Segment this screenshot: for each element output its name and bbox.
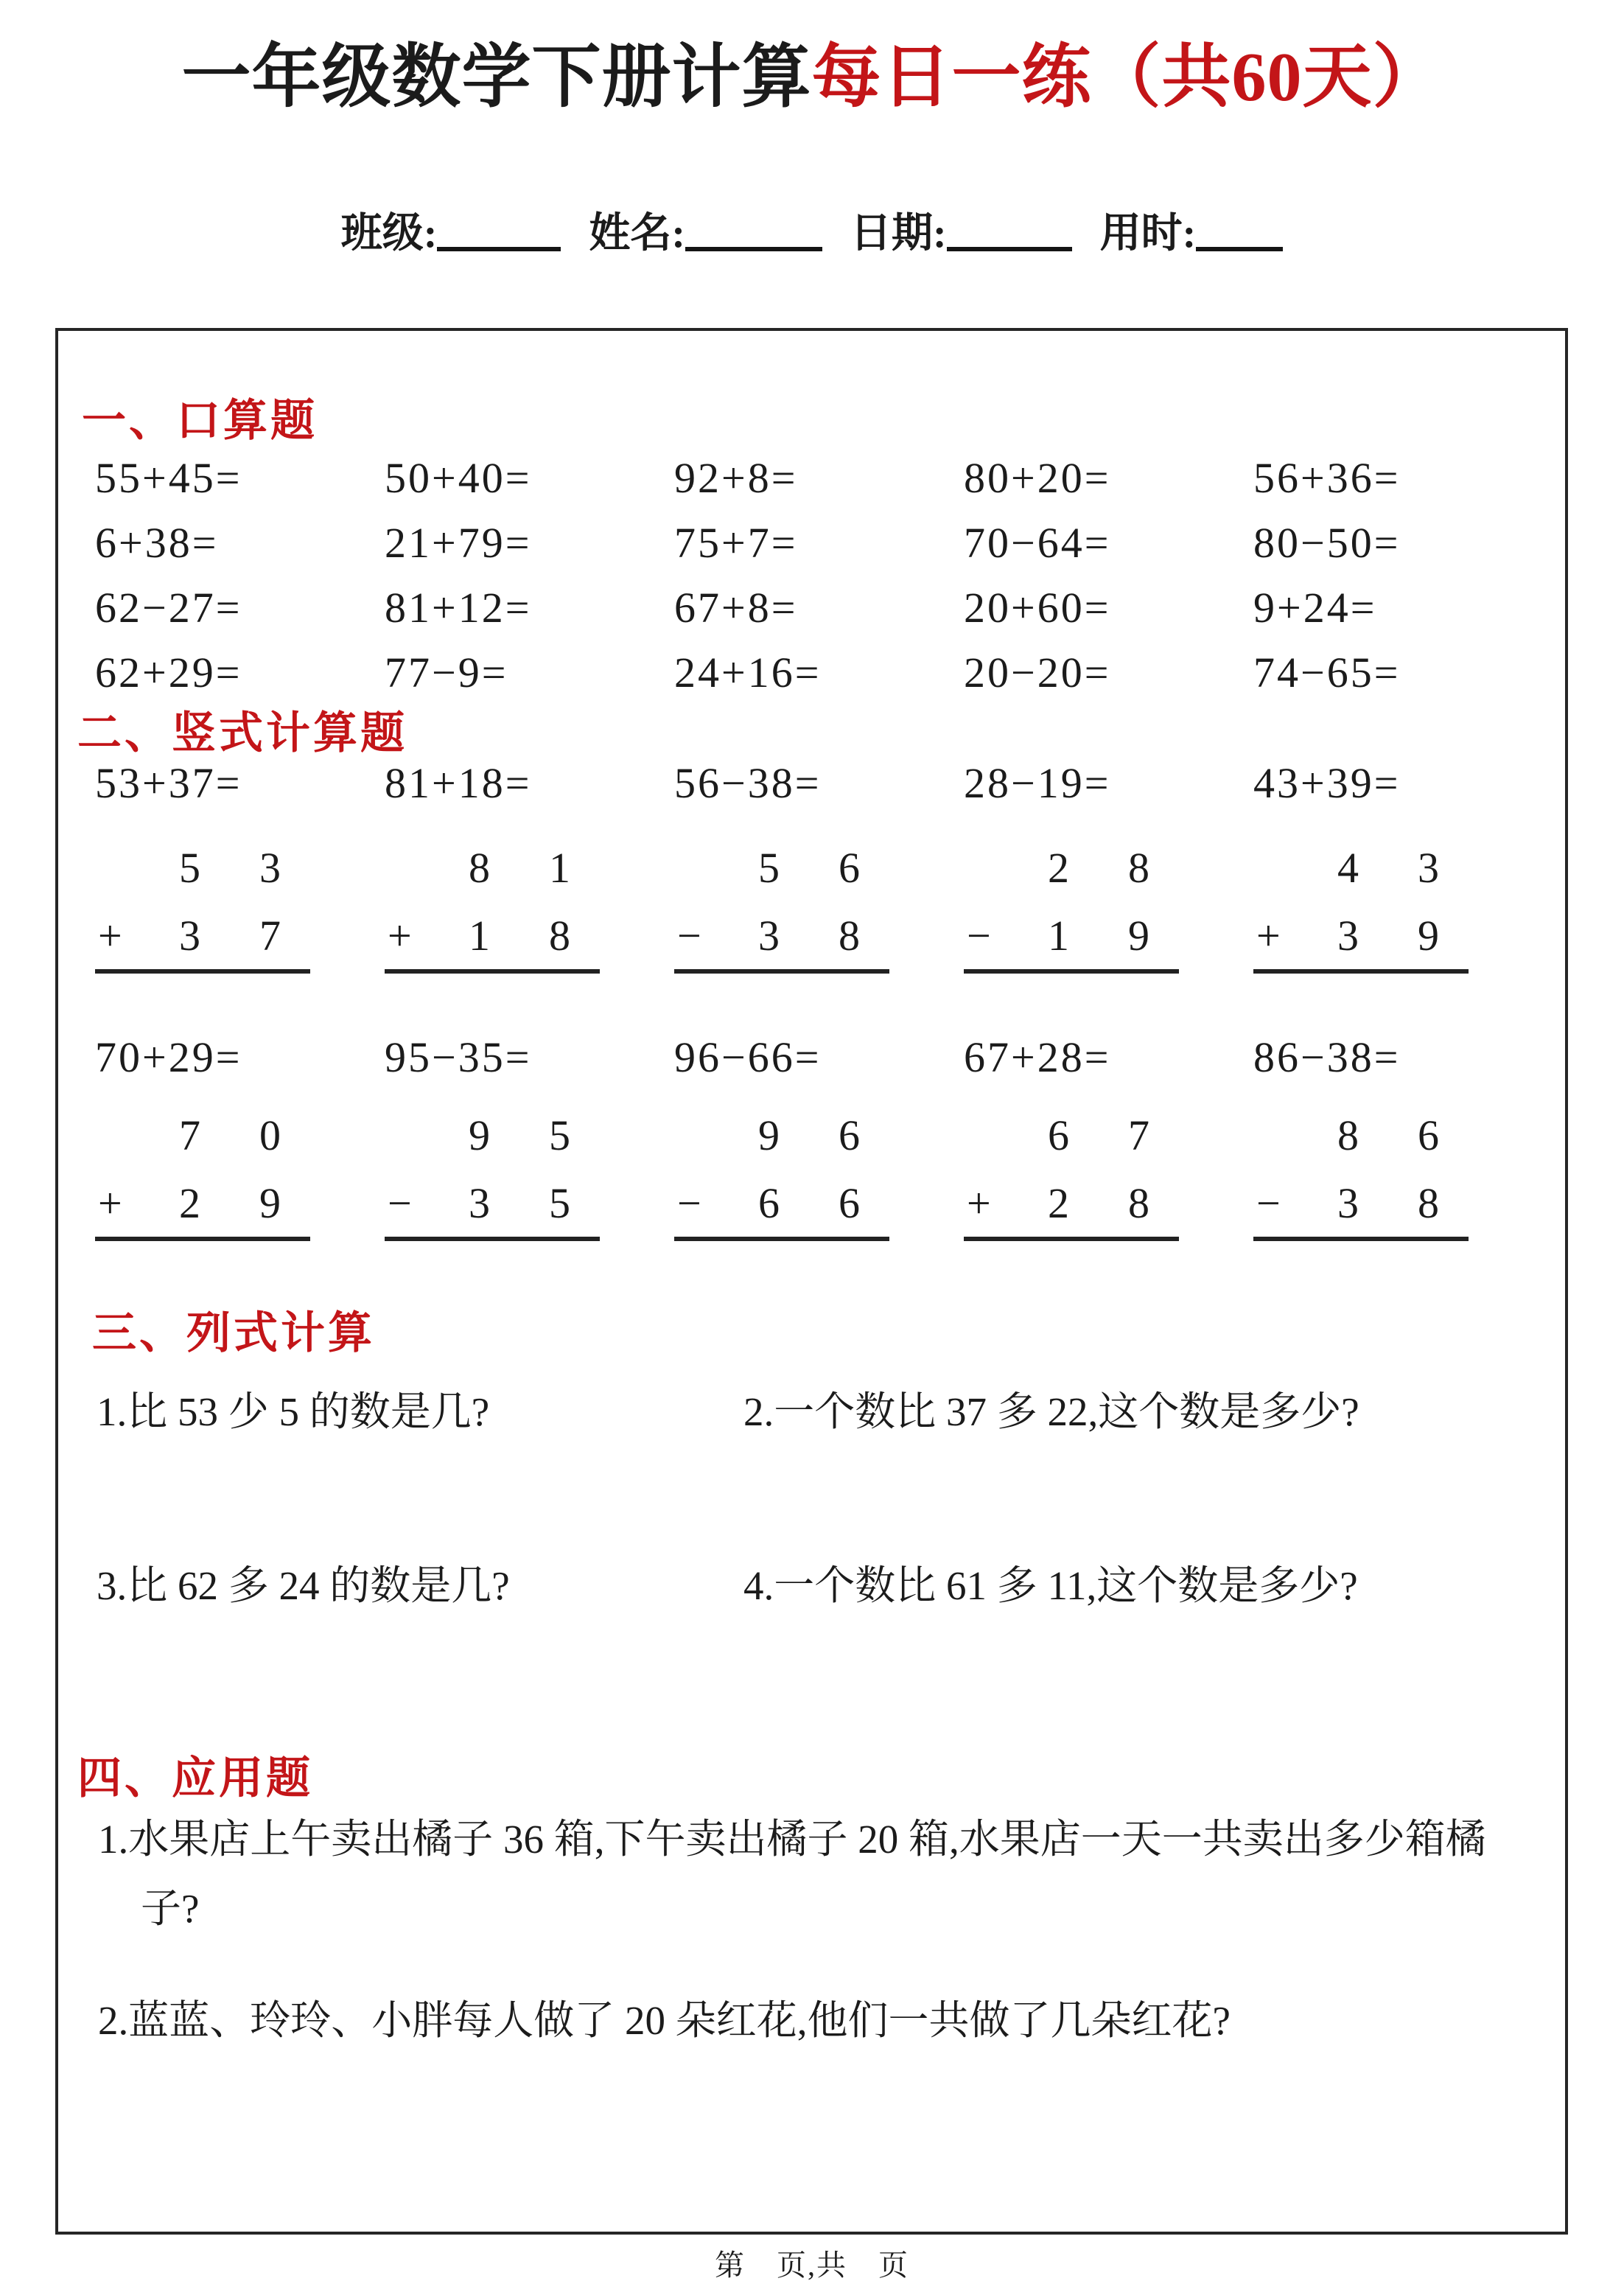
vf-bottom-digit: 6	[839, 1178, 860, 1227]
application-problem: 1.水果店上午卖出橘子 36 箱,下午卖出橘子 20 箱,水果店一天一共卖出多少箱橘子?	[98, 1817, 1486, 1931]
section-heading-vertical: 二、竖式计算题	[77, 709, 407, 758]
section-heading-applied: 四、应用题	[77, 1754, 313, 1803]
oral-grid	[58, 446, 1565, 705]
vf-bottom-digit: 3	[758, 911, 780, 960]
word-problem: 3.比 62 多 24 的数是几?	[97, 1563, 510, 1608]
vertical-equation: 96−66=	[674, 1033, 822, 1081]
vf-bottom-digit: 3	[1337, 911, 1359, 960]
vf-bottom-digit: 3	[469, 1178, 490, 1227]
vf-top-digit: 8	[1337, 1111, 1359, 1159]
word-problem: 1.比 53 少 5 的数是几?	[97, 1389, 490, 1434]
field-class	[341, 200, 561, 259]
vf-bottom-row	[964, 901, 1179, 969]
vertical-equation: 95−35=	[385, 1033, 532, 1081]
application-problem: 2.蓝蓝、玲玲、小胖每人做了 20 朵红花,他们一共做了几朵红花?	[98, 1998, 1231, 2043]
oral-expression: 20−20=	[964, 649, 1111, 696]
vertical-equation: 53+37=	[95, 759, 242, 807]
vf-bottom-digit: 9	[259, 1178, 281, 1227]
oral-expression: 67+8=	[674, 584, 798, 632]
vf-bottom-row	[674, 1169, 889, 1237]
listcalc-row-2	[58, 1553, 1565, 1611]
listcalc-row-1	[58, 1379, 1565, 1437]
vf-top-row	[1253, 1101, 1469, 1169]
vertical-form	[674, 1101, 889, 1241]
vf-bottom-digit: 3	[179, 911, 200, 960]
vertical-equation: 67+28=	[964, 1033, 1111, 1081]
oral-expression: 70−64=	[964, 519, 1111, 567]
class-blank-line[interactable]	[437, 209, 561, 251]
vertical-form	[385, 1101, 600, 1241]
oral-expression: 75+7=	[674, 519, 798, 567]
vertical-form	[95, 1101, 310, 1241]
vf-bottom-digit: 6	[758, 1178, 780, 1227]
name-blank-line[interactable]	[685, 209, 822, 251]
vf-top-digit: 5	[179, 843, 200, 892]
vf-top-digit: 3	[1418, 843, 1439, 892]
field-name-label: 姓名:	[589, 211, 685, 256]
vf-top-digit: 3	[259, 843, 281, 892]
time-blank-line[interactable]	[1196, 209, 1283, 251]
vf-top-digit: 7	[1128, 1111, 1149, 1159]
vf-bottom-row	[1253, 1169, 1469, 1237]
vertical-form	[95, 834, 310, 974]
vertical-forms-row-2	[58, 1101, 1565, 1241]
oral-expression: 56+36=	[1253, 454, 1401, 502]
vf-bottom-row	[674, 901, 889, 969]
vertical-equations-row-1	[58, 758, 1565, 808]
vf-top-digit: 6	[839, 1111, 860, 1159]
vf-top-digit: 0	[259, 1111, 281, 1159]
vf-bottom-digit: 8	[549, 911, 570, 960]
vf-bottom-digit: 3	[1337, 1178, 1359, 1227]
vf-top-digit: 4	[1337, 843, 1359, 892]
vf-bottom-digit: 7	[259, 911, 281, 960]
vf-top-digit: 1	[549, 843, 570, 892]
vf-top-digit: 6	[1418, 1111, 1439, 1159]
vertical-form	[1253, 834, 1469, 974]
oral-expression: 21+79=	[385, 519, 532, 567]
word-problem: 2.一个数比 37 多 22,这个数是多少?	[743, 1389, 1359, 1434]
oral-expression: 80−50=	[1253, 519, 1401, 567]
vf-bottom-row	[1253, 901, 1469, 969]
vertical-equation: 81+18=	[385, 759, 532, 807]
vertical-equation: 28−19=	[964, 759, 1111, 807]
vf-bottom-digit: 8	[1128, 1178, 1149, 1227]
oral-expression: 9+24=	[1253, 584, 1377, 632]
vf-top-row	[674, 834, 889, 901]
vf-bottom-digit: 2	[179, 1178, 200, 1227]
page-footer: 第 页,共 页	[715, 2249, 909, 2282]
vf-bottom-row	[385, 1169, 600, 1237]
oral-expression: 74−65=	[1253, 649, 1401, 696]
field-name	[589, 200, 822, 259]
vertical-form	[674, 834, 889, 974]
vf-top-digit: 9	[469, 1111, 490, 1159]
oral-expression: 80+20=	[964, 454, 1111, 502]
oral-expression: 50+40=	[385, 454, 532, 502]
vf-top-digit: 5	[549, 1111, 570, 1159]
vf-bottom-digit: 5	[549, 1178, 570, 1227]
vf-top-row	[1253, 834, 1469, 901]
vertical-forms-row-1	[58, 834, 1565, 974]
field-time-label: 用时:	[1099, 211, 1197, 256]
vf-top-row	[385, 1101, 600, 1169]
vf-bottom-digit: 9	[1418, 911, 1439, 960]
page-title	[0, 21, 1624, 120]
vf-top-row	[95, 834, 310, 901]
title-black-part: 一年级数学下册计算	[181, 39, 812, 116]
field-date-label: 日期:	[850, 211, 947, 256]
vertical-form	[1253, 1101, 1469, 1241]
oral-expression: 24+16=	[674, 649, 822, 696]
vf-top-digit: 7	[179, 1111, 200, 1159]
vertical-form	[385, 834, 600, 974]
vf-operator: +	[98, 1178, 122, 1227]
oral-expression: 6+38=	[95, 519, 219, 567]
vf-bottom-digit: 8	[839, 911, 860, 960]
vf-top-digit: 6	[1048, 1111, 1069, 1159]
vf-operator: +	[967, 1178, 991, 1227]
oral-expression: 62+29=	[95, 649, 242, 696]
oral-expression: 55+45=	[95, 454, 242, 502]
vf-top-row	[385, 834, 600, 901]
field-time	[1100, 200, 1284, 259]
vf-operator: +	[98, 911, 122, 960]
section-heading-oral: 一、口算题	[82, 397, 318, 445]
worksheet-border-box	[55, 328, 1568, 2235]
vertical-form	[964, 834, 1179, 974]
vf-top-digit: 5	[758, 843, 780, 892]
oral-expression: 20+60=	[964, 584, 1111, 632]
vertical-equation: 43+39=	[1253, 759, 1401, 807]
vf-bottom-digit: 1	[469, 911, 490, 960]
vertical-equation: 70+29=	[95, 1033, 242, 1081]
vf-top-digit: 2	[1048, 843, 1069, 892]
word-problem: 4.一个数比 61 多 11,这个数是多少?	[743, 1563, 1358, 1608]
vf-top-digit: 8	[469, 843, 490, 892]
vf-top-row	[674, 1101, 889, 1169]
vf-bottom-row	[385, 901, 600, 969]
oral-expression: 81+12=	[385, 584, 532, 632]
oral-expression: 92+8=	[674, 454, 798, 502]
vf-operator: −	[677, 911, 701, 960]
vf-bottom-row	[95, 1169, 310, 1237]
vf-bottom-row	[964, 1169, 1179, 1237]
title-red-part: 每日一练（共60天）	[811, 39, 1443, 116]
vf-operator: +	[1256, 911, 1281, 960]
vf-bottom-digit: 9	[1128, 911, 1149, 960]
vertical-equation: 86−38=	[1253, 1033, 1401, 1081]
vertical-equations-row-2	[58, 1033, 1565, 1082]
vertical-equation: 56−38=	[674, 759, 822, 807]
vf-bottom-digit: 2	[1048, 1178, 1069, 1227]
vf-operator: −	[677, 1178, 701, 1227]
vf-bottom-digit: 8	[1418, 1178, 1439, 1227]
section-heading-listcalc: 三、列式计算	[92, 1309, 375, 1358]
vf-operator: −	[967, 911, 991, 960]
date-blank-line[interactable]	[947, 209, 1072, 251]
student-info-row	[0, 200, 1624, 259]
vertical-form	[964, 1101, 1179, 1241]
vf-operator: −	[1256, 1178, 1281, 1227]
vf-top-row	[964, 834, 1179, 901]
field-date	[850, 200, 1072, 259]
oral-expression: 62−27=	[95, 584, 242, 632]
vf-bottom-row	[95, 901, 310, 969]
vf-bottom-digit: 1	[1048, 911, 1069, 960]
vf-operator: −	[388, 1178, 412, 1227]
vf-top-row	[964, 1101, 1179, 1169]
vf-top-digit: 9	[758, 1111, 780, 1159]
field-class-label: 班级:	[340, 211, 438, 256]
vf-top-row	[95, 1101, 310, 1169]
vf-top-digit: 8	[1128, 843, 1149, 892]
oral-expression: 77−9=	[385, 649, 508, 696]
vf-top-digit: 6	[839, 843, 860, 892]
vf-operator: +	[388, 911, 412, 960]
